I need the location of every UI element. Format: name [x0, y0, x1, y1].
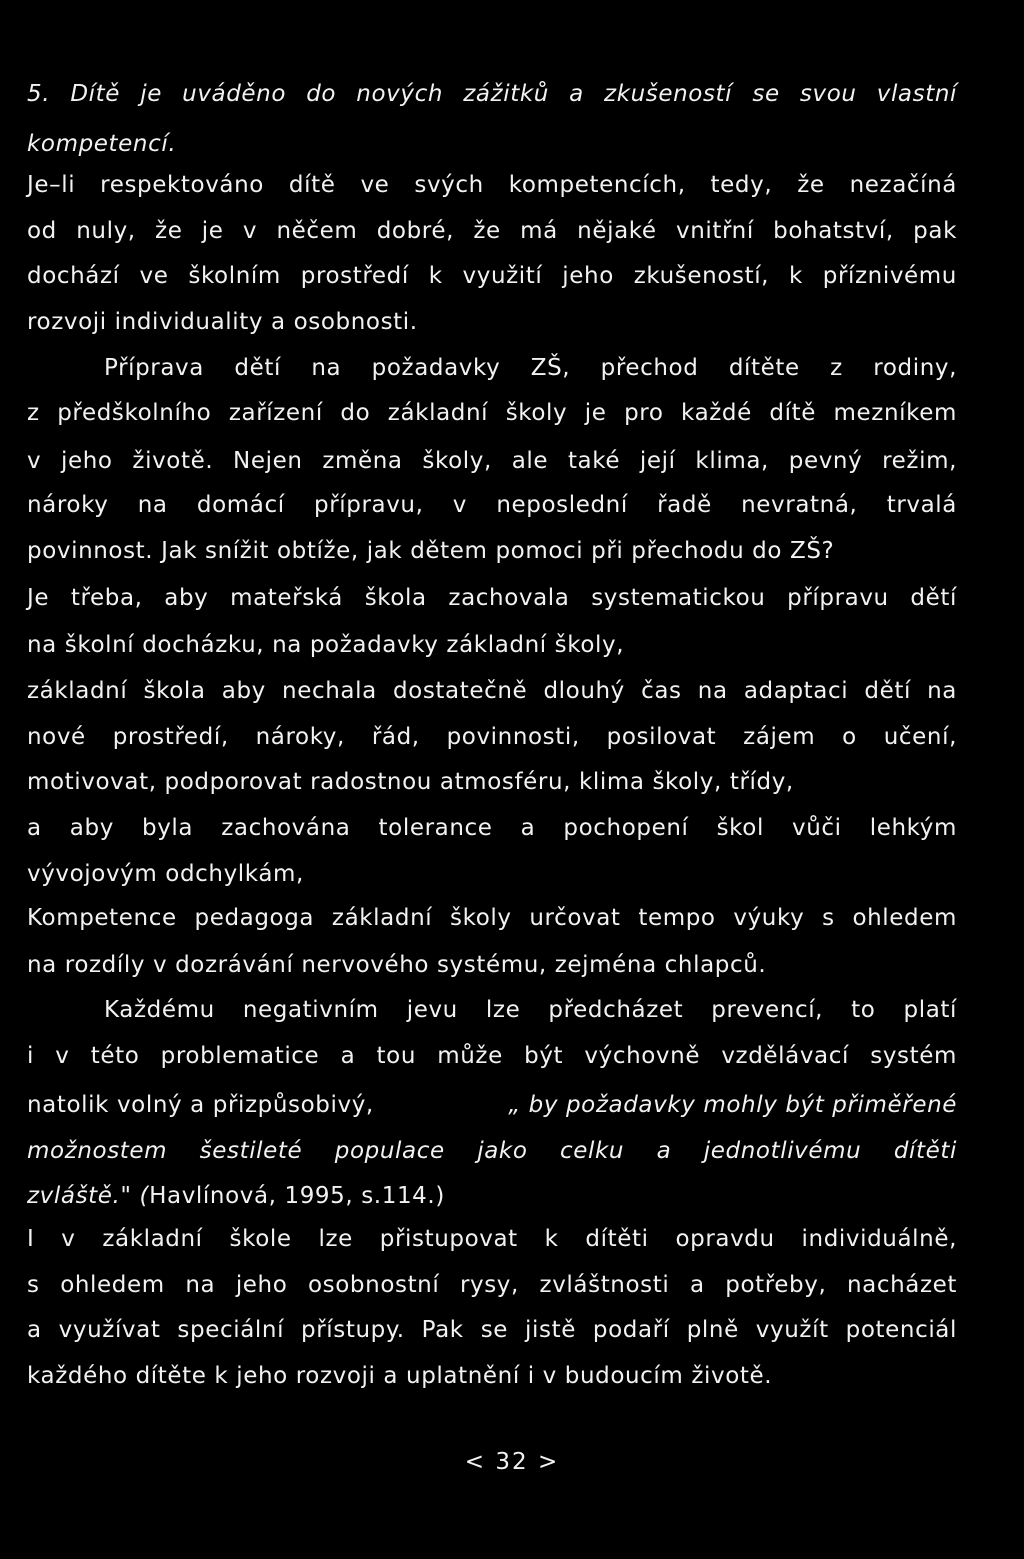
quote-text: „ by požadavky mohly být přiměřené	[508, 1092, 957, 1118]
text-line: na rozdíly v dozrávání nervového systému, zejména chlapců.	[27, 952, 767, 978]
quote-citation-line	[27, 1181, 445, 1211]
text-line: Kompetence pedagoga základní školy určovat tempo výuky s ohledem	[27, 905, 957, 931]
quote-line: možnostem šestileté populace jako celku a jednotlivému dítěti	[27, 1138, 957, 1164]
text-line: v jeho životě. Nejen změna školy, ale také její klima, pevný režim,	[27, 448, 957, 474]
text-line: vývojovým odchylkám,	[27, 861, 304, 887]
text-line: Je–li respektováno dítě ve svých kompetencích, tedy, že nezačíná	[27, 172, 957, 198]
text-line: Každému negativním jevu lze předcházet prevencí, to platí	[104, 997, 957, 1023]
text-line: základní škola aby nechala dostatečně dlouhý čas na adaptaci dětí na	[27, 678, 957, 704]
quote-lead: natolik volný a přizpůsobivý,	[27, 1092, 374, 1118]
text-line: nároky na domácí přípravu, v neposlední řadě nevratná, trvalá	[27, 492, 957, 518]
text-line: dochází ve školním prostředí k využití jeho zkušeností, k příznivému	[27, 263, 957, 289]
text-line: Je třeba, aby mateřská škola zachovala systematickou přípravu dětí	[27, 585, 957, 611]
text-line: I v základní škole lze přistupovat k dítěti opravdu individuálně,	[27, 1226, 957, 1252]
text-line: každého dítěte k jeho rozvoji a uplatnění i v budoucím životě.	[27, 1363, 773, 1389]
citation: Havlínová, 1995, s.114.)	[149, 1183, 445, 1209]
text-line: Příprava dětí na požadavky ZŠ, přechod dítěte z rodiny,	[104, 355, 957, 381]
text-line: z předškolního zařízení do základní školy je pro každé dítě mezníkem	[27, 400, 957, 426]
text-line: a aby byla zachována tolerance a pochopení škol vůči lehkým	[27, 815, 957, 841]
page-number: < 32 >	[464, 1449, 560, 1475]
section-heading: 5. Dítě je uváděno do nových zážitků a zkušeností se svou vlastní	[27, 81, 957, 107]
quote-line	[27, 1090, 957, 1120]
section-heading-continuation: kompetencí.	[27, 131, 177, 157]
text-line: od nuly, že je v něčem dobré, že má nějaké vnitřní bohatství, pak	[27, 218, 957, 244]
text-line: na školní docházku, na požadavky základní školy,	[27, 632, 625, 658]
text-line: i v této problematice a tou může být výchovně vzdělávací systém	[27, 1043, 957, 1069]
text-line: motivovat, podporovat radostnou atmosféru, klima školy, třídy,	[27, 769, 794, 795]
text-line: nové prostředí, nároky, řád, povinnosti, posilovat zájem o učení,	[27, 724, 957, 750]
quote-end: zvláště." (	[27, 1183, 150, 1209]
text-line: povinnost. Jak snížit obtíže, jak dětem pomoci při přechodu do ZŠ?	[27, 538, 835, 564]
text-line: s ohledem na jeho osobnostní rysy, zvláštnosti a potřeby, nacházet	[27, 1272, 957, 1298]
text-line: a využívat speciální přístupy. Pak se jistě podaří plně využít potenciál	[27, 1317, 957, 1343]
text-line: rozvoji individuality a osobnosti.	[27, 309, 418, 335]
